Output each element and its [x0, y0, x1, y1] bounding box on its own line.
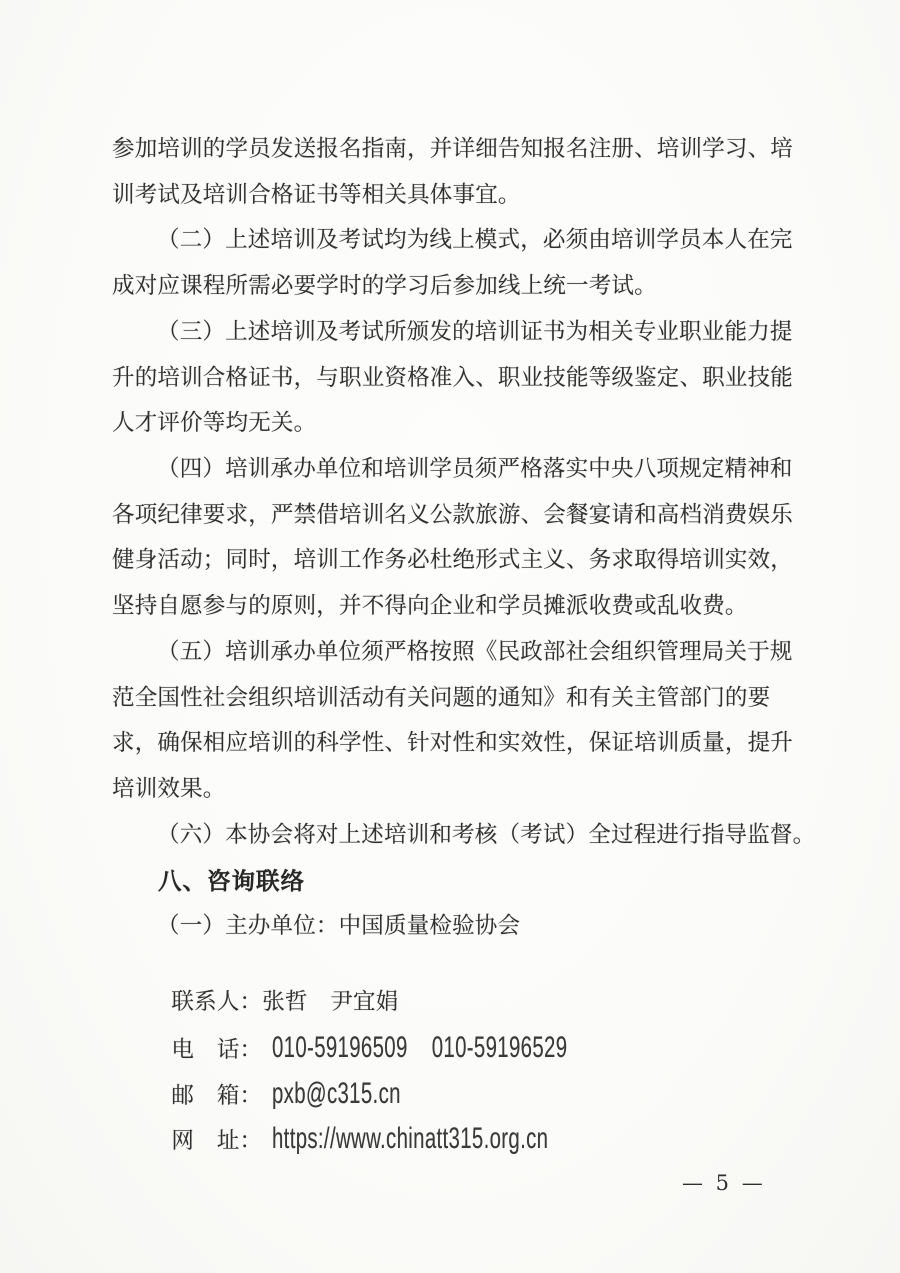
contact-phone-value: 010-59196509 010-59196529: [272, 1031, 568, 1064]
paragraph-line: 范全国性社会组织培训活动有关问题的通知》和有关主管部门的要: [112, 685, 771, 711]
contact-email-value: pxb@c315.cn: [272, 1077, 402, 1110]
contact-email-label: 邮 箱：: [171, 1083, 263, 1109]
contact-website-value: https://www.chinatt315.org.cn: [272, 1122, 549, 1155]
paragraph-line: 参加培训的学员发送报名指南，并详细告知报名注册、培训学习、培: [112, 136, 794, 162]
contact-person-label: 联系人：: [171, 989, 263, 1015]
paragraph-line: 求，确保相应培训的科学性、针对性和实效性，保证培训质量，提升: [112, 730, 794, 756]
paragraph-line: 坚持自愿参与的原则，并不得向企业和学员摊派收费或乱收费。: [112, 593, 748, 619]
paragraph-line: 成对应课程所需必要学时的学习后参加线上统一考试。: [112, 273, 657, 299]
contact-phone-label: 电 话：: [171, 1037, 263, 1063]
contact-website-label: 网 址：: [171, 1128, 263, 1154]
paragraph-line: （六）本协会将对上述培训和考核（考试）全过程进行指导监督。: [157, 822, 816, 848]
paragraph-line: 升的培训合格证书，与职业资格准入、职业技能等级鉴定、职业技能: [112, 365, 794, 391]
paragraph-line: 各项纪律要求，严禁借培训名义公款旅游、会餐宴请和高档消费娱乐: [112, 502, 794, 528]
paragraph-line: 人才评价等均无关。: [112, 410, 317, 436]
contact-person-value: 张哲 尹宜娟: [262, 989, 399, 1015]
organizer-line: （一）主办单位：中国质量检验协会: [157, 913, 521, 939]
paragraph-line: （四）培训承办单位和培训学员须严格落实中央八项规定精神和: [157, 456, 793, 482]
paragraph-line: 训考试及培训合格证书等相关具体事宜。: [112, 182, 521, 208]
paragraph-line: 培训效果。: [112, 776, 226, 802]
paragraph-line: （五）培训承办单位须严格按照《民政部社会组织管理局关于规: [157, 639, 793, 665]
contact-website-line: [142, 1094, 679, 1186]
paragraph-line: （三）上述培训及考试所颁发的培训证书为相关专业职业能力提: [157, 319, 793, 345]
paragraph-line: 健身活动；同时，培训工作务必杜绝形式主义、务求取得培训实效，: [112, 547, 794, 573]
paragraph-line: （二）上述培训及考试均为线上模式，必须由培训学员本人在完: [157, 227, 793, 253]
section-heading: 八、咨询联络: [158, 867, 305, 895]
page-number: — 5 —: [682, 1171, 766, 1195]
